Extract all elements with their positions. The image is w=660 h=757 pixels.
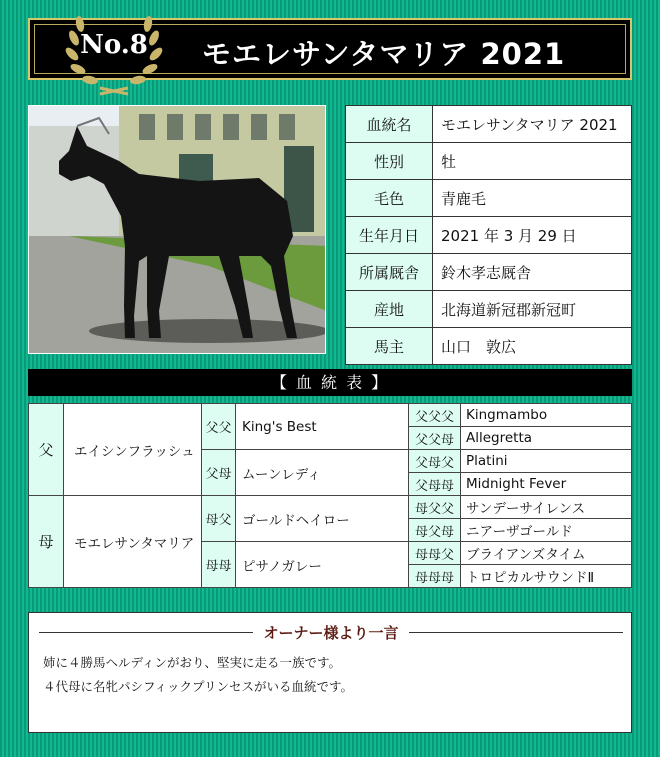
pedigree-gen2-name: ゴールドヘイロー xyxy=(236,496,409,542)
pedigree-gen3-label: 母母父 xyxy=(409,542,461,565)
title-banner xyxy=(28,18,632,80)
pedigree-gen3-label: 父母父 xyxy=(409,450,461,473)
info-row xyxy=(346,143,632,180)
info-value: モエレサンタマリア 2021 xyxy=(433,106,632,143)
pedigree-gen3-label: 母父父 xyxy=(409,496,461,519)
pedigree-heading: 【 血 統 表 】 xyxy=(28,369,632,396)
pedigree-gen3-name: Midnight Fever xyxy=(461,473,632,496)
info-label: 所属厩舎 xyxy=(346,254,433,291)
pedigree-table xyxy=(28,403,632,588)
horse-photo-icon xyxy=(29,106,326,354)
horse-photo xyxy=(28,105,326,354)
pedigree-dam-name: モエレサンタマリア xyxy=(64,496,202,588)
pedigree-gen3-name: トロピカルサウンドⅡ xyxy=(461,565,632,588)
owner-comment-line: ４代母に名牝パシフィックプリンセスがいる血統です。 xyxy=(43,679,354,694)
info-row xyxy=(346,180,632,217)
pedigree-gen2-label: 母母 xyxy=(202,542,236,588)
pedigree-gen3-label: 母父母 xyxy=(409,519,461,542)
info-label: 産地 xyxy=(346,291,433,328)
pedigree-sire-label: 父 xyxy=(29,404,64,496)
owner-title-text: オーナー様より一言 xyxy=(253,624,408,642)
info-row xyxy=(346,106,632,143)
pedigree-dam-label: 母 xyxy=(29,496,64,588)
pedigree-gen3-name: ブライアンズタイム xyxy=(461,542,632,565)
pedigree-gen3-name: Platini xyxy=(461,450,632,473)
pedigree-gen2-name: ピサノガレー xyxy=(236,542,409,588)
info-value: 北海道新冠郡新冠町 xyxy=(433,291,632,328)
info-value: 鈴木孝志厩舎 xyxy=(433,254,632,291)
pedigree-gen2-name: King's Best xyxy=(236,404,409,450)
info-row xyxy=(346,328,632,365)
pedigree-gen2-name: ムーンレディ xyxy=(236,450,409,496)
info-value: 牡 xyxy=(433,143,632,180)
horse-info-table xyxy=(345,105,632,365)
pedigree-sire-name: エイシンフラッシュ xyxy=(64,404,202,496)
owner-comment-title xyxy=(29,622,633,643)
pedigree-gen3-name: Kingmambo xyxy=(461,404,632,427)
info-label: 性別 xyxy=(346,143,433,180)
info-value: 2021 年 3 月 29 日 xyxy=(433,217,632,254)
pedigree-gen3-label: 父母母 xyxy=(409,473,461,496)
info-row xyxy=(346,217,632,254)
pedigree-gen3-name: サンデーサイレンス xyxy=(461,496,632,519)
horse-title: モエレサンタマリア 2021 xyxy=(202,37,566,71)
info-label: 馬主 xyxy=(346,328,433,365)
pedigree-gen3-label: 母母母 xyxy=(409,565,461,588)
pedigree-gen3-name: Allegretta xyxy=(461,427,632,450)
info-label: 毛色 xyxy=(346,180,433,217)
owner-comment-box xyxy=(28,612,632,733)
info-value: 山口 敦広 xyxy=(433,328,632,365)
pedigree-gen3-name: ニアーザゴールド xyxy=(461,519,632,542)
owner-comment-line: 姉に４勝馬ヘルディンがおり、堅実に走る一族です。 xyxy=(43,655,342,670)
pedigree-gen2-label: 母父 xyxy=(202,496,236,542)
pedigree-gen3-label: 父父父 xyxy=(409,404,461,427)
info-label: 血統名 xyxy=(346,106,433,143)
pedigree-gen2-label: 父母 xyxy=(202,450,236,496)
number-badge: No.8 xyxy=(80,30,148,60)
pedigree-gen2-label: 父父 xyxy=(202,404,236,450)
info-row xyxy=(346,254,632,291)
pedigree-gen3-label: 父父母 xyxy=(409,427,461,450)
laurel-badge xyxy=(60,14,168,98)
info-value: 青鹿毛 xyxy=(433,180,632,217)
info-row xyxy=(346,291,632,328)
info-label: 生年月日 xyxy=(346,217,433,254)
